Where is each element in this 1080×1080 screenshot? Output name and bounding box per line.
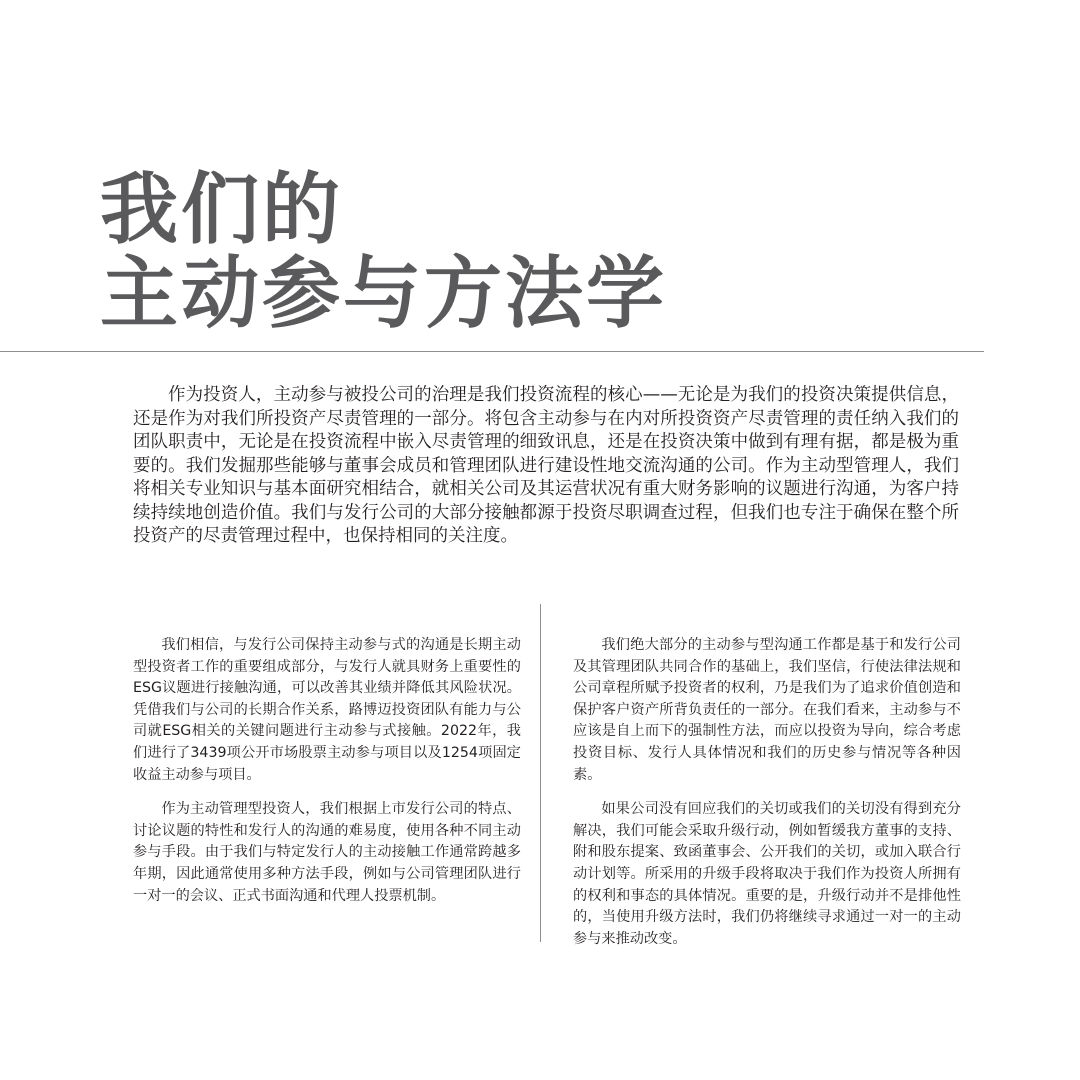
page-title-line-1: 我们的 — [100, 165, 344, 255]
title-divider — [0, 351, 984, 352]
page-title — [100, 165, 668, 339]
page-title-line-2: 主动参与方法学 — [100, 249, 668, 339]
left-column — [133, 635, 521, 920]
left-column-paragraph-2: 作为主动管理型投资人，我们根据上市发行公司的特点、 讨论议题的特性和发行人的沟通的难易度，使用各种不同主动参与手段。由于我们与特定发行人的主动接触工作通常跨越多年期，因此通常使用多种方法手段，例如与公司管理团队进行一对一的会议、正式书面沟通和代理人投票机制。 — [133, 801, 521, 904]
right-column-paragraph-1: 我们绝大部分的主动参与型沟通工作都是基于和发行公司及其管理团队共同合作的基础上，我们坚信，行使法律法规和公司章程所赋予投资者的权利，乃是我们为了追求价值创造和保护客户资产所背负责任的一部分。在我们看来，主动参与不应该是自上而下的强制性方法，而应以投资为导向，综合考虑投资目标、发行人具体情况和我们的历史参与情况等各种因素。 — [573, 637, 961, 783]
column-divider — [540, 604, 541, 942]
left-column-paragraph-1: 我们相信，与发行公司保持主动参与式的沟通是长期主动型投资者工作的重要组成部分，与发行人就具财务上重要性的ESG议题进行接触沟通，可以改善其业绩并降低其风险状况。凭借我们与公司的长期合作关系，路博迈投资团队有能力与公司就ESG相关的关键问题进行主动参与式接触。2022年，我们进行了3439项公开市场股票主动参与项目以及1254项固定收益主动参与项目。 — [133, 637, 521, 783]
right-column — [573, 635, 961, 963]
intro-paragraph: 作为投资人，主动参与被投公司的治理是我们投资流程的核心——无论是为我们的投资决策提供信息，还是作为对我们所投资产尽责管理的一部分。将包含主动参与在内对所投资资产尽责管理的责任纳入我们的团队职责中，无论是在投资流程中嵌入尽责管理的细致讯息，还是在投资决策中做到有理有据，都是极为重要的。我们发掘那些能够与董事会成员和管理团队进行建设性地交流沟通的公司。作为主动型管理人，我们将相关专业知识与基本面研究相结合，就相关公司及其运营状况有重大财务影响的议题进行沟通，为客户持续持续地创造价值。我们与发行公司的大部分接触都源于投资尽职调查过程，但我们也专注于确保在整个所投资产的尽责管理过程中，也保持相同的关注度。 — [133, 385, 959, 546]
right-column-paragraph-2: 如果公司没有回应我们的关切或我们的关切没有得到充分解决，我们可能会采取升级行动，例如暂缓我方董事的支持、附和股东提案、致函董事会、公开我们的关切，或加入联合行动计划等。所采用的升级手段将取决于我们作为投资人所拥有的权利和事态的具体情况。重要的是，升级行动并不是排他性的，当使用升级方法时，我们仍将继续寻求通过一对一的主动参与来推动改变。 — [573, 801, 961, 947]
